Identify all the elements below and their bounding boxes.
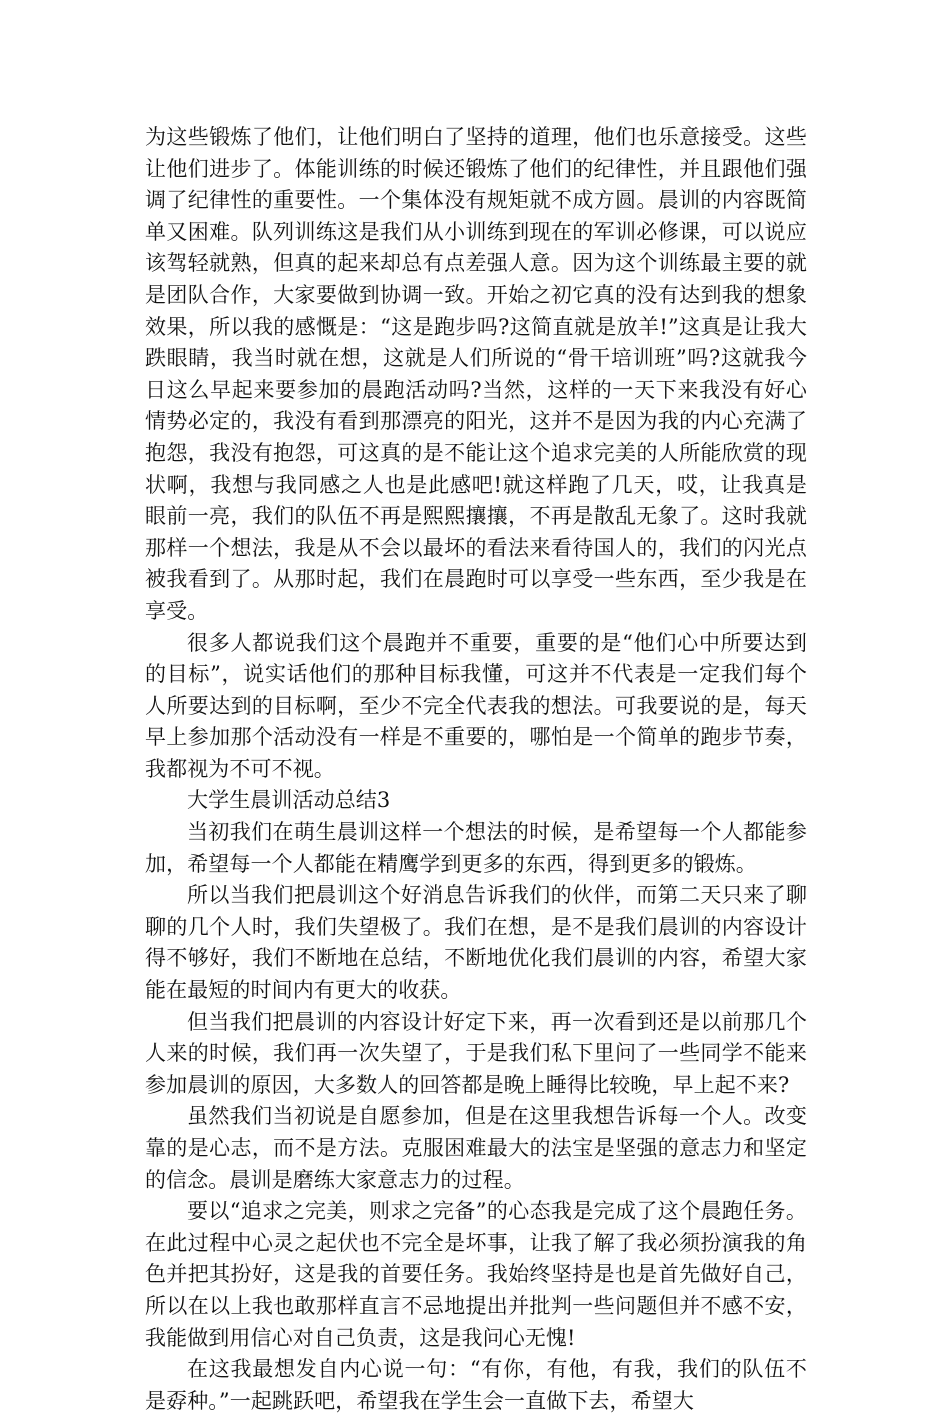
document-page (145, 122, 807, 1417)
paragraph-5: 但当我们把晨训的内容设计好定下来，再一次看到还是以前那几个人来的时候，我们再一次失望了，于是我们私下里问了一些同学不能来参加晨训的原因，大多数人的回答都是晚上睡得比较晚，早上起不来? (145, 1009, 807, 1097)
section-heading: 大学生晨训活动总结3 (187, 788, 391, 813)
paragraph-3: 当初我们在萌生晨训这样一个想法的时候，是希望每一个人都能参加，希望每一个人都能在精鹰学到更多的东西，得到更多的锻炼。 (145, 820, 807, 876)
paragraph-7: 要以“追求之完美，则求之完备”的心态我是完成了这个晨跑任务。在此过程中心灵之起伏也不完全是坏事，让我了解了我必须扮演我的角色并把其扮好，这是我的首要任务。我始终坚持是也是首先做好自己，所以在以上我也敢那样直言不忌地提出并批判一些问题但并不感不安，我能做到用信心对自己负责，这是我问心无愧! (145, 1199, 807, 1350)
paragraph-8: 在这我最想发自内心说一句：“有你，有他，有我，我们的队伍不是孬种。”一起跳跃吧，希望我在学生会一直做下去，希望大 (145, 1357, 807, 1413)
paragraph-1: 为这些锻炼了他们，让他们明白了坚持的道理，他们也乐意接受。这些让他们进步了。体能训练的时候还锻炼了他们的纪律性，并且跟他们强调了纪律性的重要性。一个集体没有规矩就不成方圆。晨训的内容既简单又困难。队列训练这是我们从小训练到现在的军训必修课，可以说应该驾轻就熟，但真的起来却总有点差强人意。因为这个训练最主要的就是团队合作，大家要做到协调一致。开始之初它真的没有达到我的想象效果，所以我的感慨是：“这是跑步吗?这简直就是放羊!”这真是让我大跌眼睛，我当时就在想，这就是人们所说的“骨干培训班”吗?这就我今日这么早起来要参加的晨跑活动吗?当然，这样的一天下来我没有好心情势必定的，我没有看到那漂亮的阳光，这并不是因为我的内心充满了抱怨，我没有抱怨，可这真的是不能让这个追求完美的人所能欣赏的现状啊，我想与我同感之人也是此感吧!就这样跑了几天，哎，让我真是眼前一亮，我们的队伍不再是熙熙攘攘，不再是散乱无象了。这时我就那样一个想法，我是从不会以最坏的看法来看待国人的，我们的闪光点被我看到了。从那时起，我们在晨跑时可以享受一些东西，至少我是在享受。 (145, 125, 807, 623)
paragraph-6: 虽然我们当初说是自愿参加，但是在这里我想告诉每一个人。改变靠的是心志，而不是方法。克服困难最大的法宝是坚强的意志力和坚定的信念。晨训是磨练大家意志力的过程。 (145, 1104, 807, 1192)
paragraph-4: 所以当我们把晨训这个好消息告诉我们的伙伴，而第二天只来了聊聊的几个人时，我们失望极了。我们在想，是不是我们晨训的内容设计得不够好，我们不断地在总结，不断地优化我们晨训的内容，希望大家能在最短的时间内有更大的收获。 (145, 883, 807, 1003)
paragraph-2: 很多人都说我们这个晨跑并不重要，重要的是“他们心中所要达到的目标”，说实话他们的那种目标我懂，可这并不代表是一定我们每个人所要达到的目标啊，至少不完全代表我的想法。可我要说的是，每天早上参加那个活动没有一样是不重要的，哪怕是一个简单的跑步节奏，我都视为不可不视。 (145, 630, 807, 781)
